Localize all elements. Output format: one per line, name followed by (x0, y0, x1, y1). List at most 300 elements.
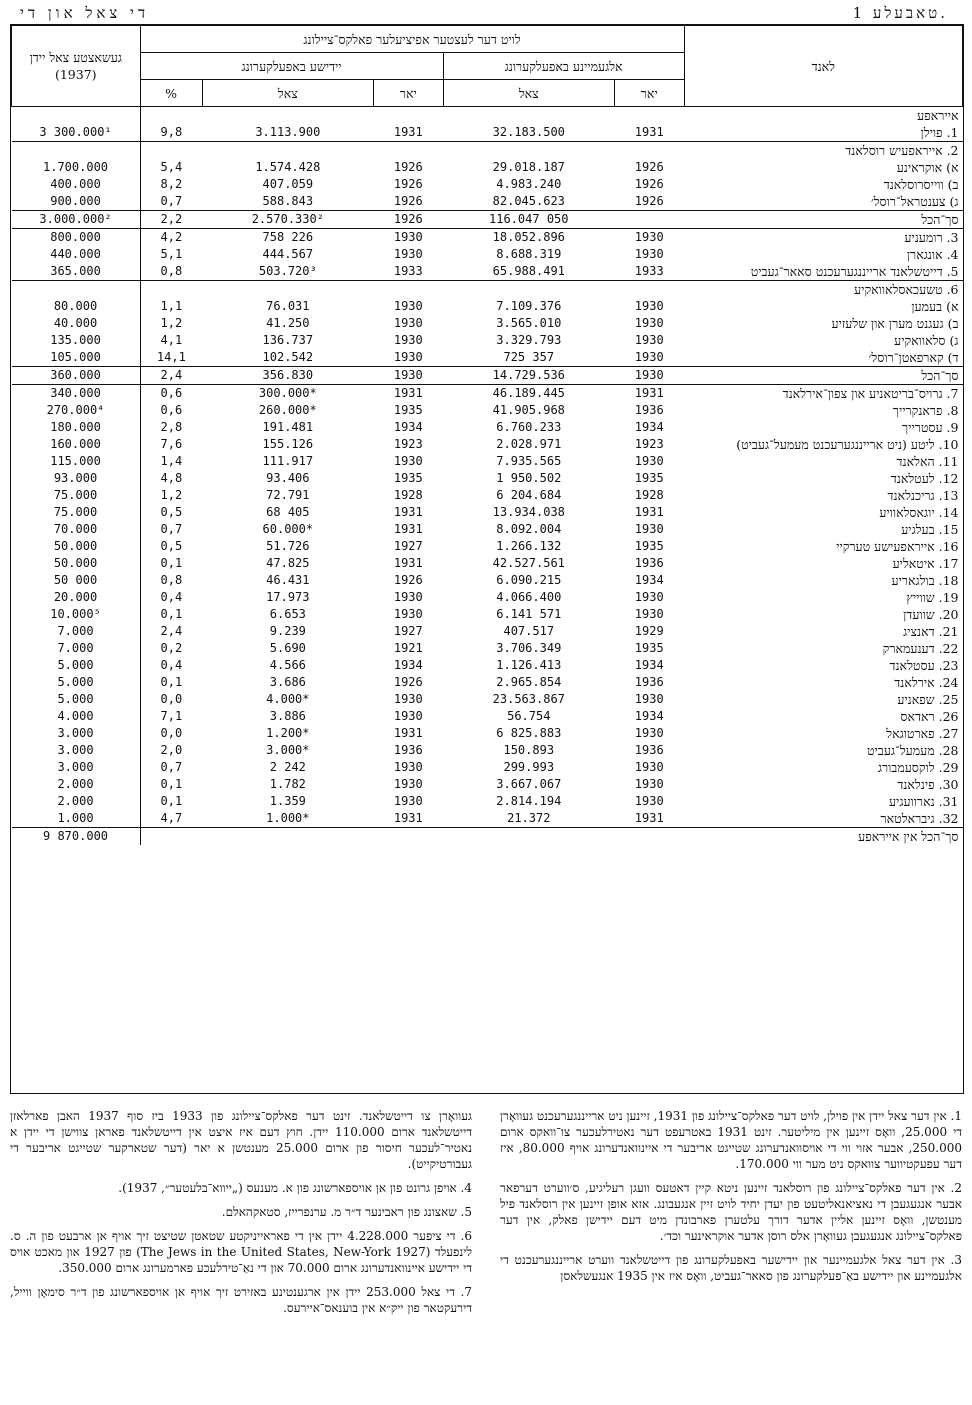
country-cell: 31. נארוועגיע (888, 794, 959, 809)
jewish-year-cell: 1926 (393, 194, 423, 208)
jewish-count-cell: 68 405 (266, 505, 310, 519)
jewish-count-cell: 136.737 (262, 333, 314, 347)
footnote: 3. אין דער צאל אלגעמיינער און יידישער באפעלקערונג פון דייטשלאנד ווערט ארייננגערעכנט די אלגעמיינע און יידישע באַ־פעלקערונג פון סאאר־געביט, וואָס איז אין 1935 אנגעשלאסן (500, 1253, 962, 1283)
jewish-count-cell: 102.542 (262, 350, 314, 364)
general-year-cell: 1930 (634, 454, 664, 468)
jewish-count-cell: 76.031 (266, 299, 310, 313)
general-year-cell: 1930 (634, 522, 664, 536)
percent-cell: 0,7 (160, 522, 183, 536)
table-row (12, 521, 963, 538)
jewish-count-cell: 503.720³ (258, 264, 317, 278)
general-count-cell: 7.935.565 (496, 454, 562, 468)
population-table (10, 24, 964, 1094)
country-cell: אייראפע (684, 107, 962, 125)
general-count-cell: 4.983.240 (496, 177, 562, 191)
general-count-cell: 41.905.968 (492, 403, 565, 417)
estimate-cell: 80.000 (12, 298, 141, 315)
jewish-year-cell: 1933 (393, 264, 423, 278)
percent-cell (140, 281, 202, 299)
jewish-count-cell: 2.570.330² (202, 211, 373, 229)
general-count-cell: 2.965.854 (496, 675, 562, 689)
jewish-year-cell: 1926 (393, 160, 423, 174)
general-count-cell: 116.047 050 (443, 211, 614, 229)
table-row (12, 589, 963, 606)
general-count-cell: 6.090.215 (496, 573, 562, 587)
general-count-cell (443, 828, 614, 846)
estimate-cell: 3.000 (12, 759, 141, 776)
estimate-cell: 50.000 (12, 555, 141, 572)
country-cell: 2. אייראפעיש רוסלאנד (684, 142, 962, 160)
general-count-cell: 14.729.536 (443, 367, 614, 385)
jewish-population-header: יידישע באפעלקערונג (140, 53, 443, 80)
percent-cell: 8,2 (160, 177, 183, 191)
general-year-header: יאר (614, 80, 684, 107)
percent-cell: 0,4 (160, 590, 183, 604)
general-year-cell: 1934 (634, 420, 664, 434)
jewish-count-cell: 1.574.428 (255, 160, 321, 174)
jewish-year-cell: 1930 (393, 760, 423, 774)
table-row (12, 572, 963, 589)
jewish-year-cell: 1926 (393, 177, 423, 191)
general-year-cell (614, 828, 684, 846)
general-year-cell: 1935 (634, 471, 664, 485)
percent-cell: 0,7 (160, 760, 183, 774)
percent-cell: 2,0 (160, 743, 183, 757)
jewish-year-cell: 1930 (393, 709, 423, 723)
jewish-year-cell (374, 281, 444, 299)
percent-cell: 1,2 (160, 316, 183, 330)
percent-cell: 5,4 (160, 160, 183, 174)
jewish-year-cell: 1930 (393, 794, 423, 808)
table-row (12, 674, 963, 691)
estimate-cell: 20.000 (12, 589, 141, 606)
general-count-cell: 6 825.883 (496, 726, 562, 740)
jewish-year-cell: 1928 (393, 488, 423, 502)
estimate-cell: 270.000⁴ (12, 402, 141, 419)
general-count-cell: 18.052.896 (443, 229, 614, 247)
country-cell: ד) קארפאטן־רוסל׳ (868, 350, 959, 365)
jewish-count-cell: 72.791 (266, 488, 310, 502)
general-year-cell: 1930 (634, 299, 664, 313)
estimate-cell: 10.000⁵ (12, 606, 141, 623)
jewish-count-cell: 356.830 (202, 367, 373, 385)
table-row (12, 640, 963, 657)
jewish-count-cell (202, 828, 373, 846)
general-count-cell: 1.266.132 (496, 539, 562, 553)
table-row (12, 742, 963, 759)
country-cell: 4. אונגארן (906, 247, 959, 262)
jewish-year-cell: 1926 (374, 211, 444, 229)
table-row (12, 453, 963, 470)
general-year-cell: 1934 (634, 658, 664, 672)
general-year-cell (614, 281, 684, 299)
jewish-count-cell: 5.690 (269, 641, 306, 655)
estimate-cell (12, 281, 141, 299)
estimate-cell: 75.000 (12, 487, 141, 504)
jewish-year-cell: 1931 (393, 556, 423, 570)
jewish-count-cell: 60.000* (262, 522, 314, 536)
country-cell: 27. פארטוגאל (886, 726, 959, 741)
country-cell: 10. ליטע (ניט ארייננגערעכנט מעמעל־געביט) (736, 437, 959, 452)
general-count-cell: 8.092.004 (496, 522, 562, 536)
jewish-year-cell: 1927 (393, 539, 423, 553)
estimate-cell: 105.000 (12, 349, 141, 367)
country-cell: 30. פינלאנד (897, 777, 959, 792)
country-cell: 21. דאנציג (903, 624, 959, 639)
estimate-cell: 135.000 (12, 332, 141, 349)
general-count-cell: 2.028.971 (496, 437, 562, 451)
table-row (12, 725, 963, 742)
general-year-cell: 1930 (634, 692, 664, 706)
percent-cell: 0,0 (160, 726, 183, 740)
percent-cell: 0,4 (160, 658, 183, 672)
estimate-cell: 1.700.000 (12, 159, 141, 176)
percent-cell: 0,8 (160, 264, 183, 278)
general-year-cell: 1931 (634, 125, 664, 139)
table-row (12, 419, 963, 436)
jewish-count-cell: 3.113.900 (255, 125, 321, 139)
jewish-count-cell (202, 281, 373, 299)
general-year-cell: 1936 (634, 675, 664, 689)
table-row (12, 470, 963, 487)
footnote: 4. אויפן גרונט פון אן אויספארשונג פון א. מענעס („ייווא־בלעטער״, 1937). (118, 1181, 472, 1195)
general-year-cell: 1930 (634, 316, 664, 330)
jewish-count-cell (202, 142, 373, 160)
estimate-cell: 3.000 (12, 725, 141, 742)
estimate-cell: 180.000 (12, 419, 141, 436)
country-cell: סך־הכל (684, 367, 962, 385)
table-row (12, 176, 963, 193)
country-cell: ב) ווייסרוסלאנד (883, 177, 959, 192)
country-cell: 12. לעטלאנד (890, 471, 959, 486)
country-cell: 7. גרויס־בריטאניע און צפון־אירלאנד (684, 385, 962, 403)
census-group-header: לויט דער לעצטער אפיציעלער פאלקס־ציילונג (140, 26, 684, 53)
jewish-count-cell: 2 242 (269, 760, 306, 774)
country-header: לאנד (684, 26, 962, 107)
general-count-header: צאל (443, 80, 614, 107)
jewish-count-cell: 588.843 (262, 194, 314, 208)
general-year-cell (614, 211, 684, 229)
country-cell: 9. עסטרייך (902, 420, 959, 435)
estimate-cell: 365.000 (12, 263, 141, 281)
country-cell: 23. עסטלאנד (889, 658, 959, 673)
percent-cell: 0,1 (160, 675, 183, 689)
general-count-cell: 6.760.233 (496, 420, 562, 434)
jewish-count-cell: 444.567 (262, 247, 314, 261)
country-cell: 15. בעלגיע (901, 522, 959, 537)
percent-cell: 2,4 (160, 624, 183, 638)
general-year-cell (614, 142, 684, 160)
estimate-cell: 4.000 (12, 708, 141, 725)
general-year-cell: 1931 (634, 811, 664, 825)
percent-cell: 0,1 (160, 794, 183, 808)
percent-cell: 4,7 (160, 811, 183, 825)
jewish-count-cell: 407.059 (262, 177, 314, 191)
footnote: 6. די ציפער 4.228.000 יידן אין די פאראייניקטע שטאטן שטיצט זיך אויף אן ארבעט פון ה. ס. לינפעלד (The Jews in the United States, New-York 1927) פון 1927 און מאכט אויס די יידישע איינוואנדערונג ארום 70.000 און די נאַ־טירלעכע פארמערונג ארום 350.000. (10, 1229, 473, 1275)
table-row (12, 828, 963, 846)
estimate-cell: 7.000 (12, 640, 141, 657)
estimate-cell: 3.000.000² (12, 211, 141, 229)
country-cell: ב) געגנט מערן און שלעזיע (831, 316, 959, 331)
general-year-cell: 1934 (634, 573, 664, 587)
jewish-count-header: צאל (202, 80, 373, 107)
general-year-cell: 1936 (634, 403, 664, 417)
general-count-cell: 7.109.376 (496, 299, 562, 313)
estimate-cell: 2.000 (12, 793, 141, 810)
jewish-count-cell (202, 107, 373, 125)
general-count-cell: 2.814.194 (496, 794, 562, 808)
general-count-cell: 65.988.491 (492, 264, 565, 278)
percent-cell: 1,1 (160, 299, 183, 313)
general-count-cell: 32.183.500 (492, 125, 565, 139)
estimate-cell: 160.000 (12, 436, 141, 453)
jewish-year-cell: 1931 (374, 385, 444, 403)
country-cell: 32. גיבראלטאר (880, 811, 959, 826)
table-row (12, 487, 963, 504)
table-row (12, 281, 963, 299)
percent-cell: 0,1 (160, 556, 183, 570)
jewish-year-cell: 1923 (393, 437, 423, 451)
jewish-year-cell (374, 142, 444, 160)
jewish-count-cell: 300.000* (202, 385, 373, 403)
country-cell: 6. טשעכאסלאוואקיע (684, 281, 962, 299)
jewish-year-cell: 1926 (393, 675, 423, 689)
jewish-year-cell: 1927 (393, 624, 423, 638)
jewish-count-cell: 51.726 (266, 539, 310, 553)
jewish-count-cell: 3.000* (266, 743, 310, 757)
country-cell: ג) צענטראל־רוסל׳ (870, 194, 959, 209)
general-year-cell: 1928 (634, 488, 664, 502)
general-year-cell: 1923 (634, 437, 664, 451)
percent-cell (140, 142, 202, 160)
footnotes-left-column (10, 1108, 472, 1324)
country-cell: 8. פראנקרייך (892, 403, 959, 418)
table-row (12, 402, 963, 419)
footnotes-right-column (500, 1108, 962, 1292)
general-count-cell: 3.667.067 (496, 777, 562, 791)
general-year-cell: 1926 (634, 194, 664, 208)
estimate-cell: 70.000 (12, 521, 141, 538)
jewish-year-cell: 1930 (393, 590, 423, 604)
percent-cell: 7,6 (160, 437, 183, 451)
footnote: 5. שאצונג פון ראבינער ד״ר מ. ערנפרייז, סטאקהאלם. (221, 1205, 472, 1219)
general-count-cell: 21.372 (507, 811, 551, 825)
general-count-cell (443, 142, 614, 160)
jewish-year-cell: 1930 (393, 692, 423, 706)
table-row (12, 657, 963, 674)
general-year-cell: 1930 (634, 726, 664, 740)
country-cell: 26. ראדאס (900, 709, 959, 724)
country-cell: 19. שווייץ (906, 590, 959, 605)
percent-cell: 1,4 (160, 454, 183, 468)
jewish-count-cell: 9.239 (269, 624, 306, 638)
percent-cell: 4,2 (140, 229, 202, 247)
estimate-cell: 340.000 (12, 385, 141, 403)
running-head: די צאל און די (20, 4, 150, 22)
jewish-year-cell: 1935 (393, 403, 423, 417)
country-cell: 17. איטאליע (892, 556, 959, 571)
estimate-header: געשאצטע צאל יידן (1937) (12, 26, 141, 107)
jewish-count-cell: 191.481 (262, 420, 314, 434)
table-row (12, 793, 963, 810)
jewish-year-cell (374, 107, 444, 125)
table-row (12, 107, 963, 125)
percent-cell: 0,5 (160, 505, 183, 519)
country-cell: 5. דייטשלאנד ארייננגערעכנט סאאר־געביט (750, 264, 959, 279)
country-cell: 29. לוקסעמבורג (877, 760, 959, 775)
country-cell: 14. יוגאסלאוויע (879, 505, 959, 520)
general-year-cell: 1933 (634, 264, 664, 278)
jewish-count-cell: 46.431 (266, 573, 310, 587)
estimate-cell: 50.000 (12, 538, 141, 555)
footnotes (10, 1108, 962, 1398)
estimate-cell: 900.000 (12, 193, 141, 211)
jewish-year-cell: 1931 (393, 726, 423, 740)
estimate-cell: 9 870.000 (12, 828, 141, 846)
table-row (12, 159, 963, 176)
general-count-cell: 4.066.400 (496, 590, 562, 604)
country-cell: 24. אירלאנד (894, 675, 959, 690)
percent-header: % (140, 80, 202, 107)
table-row (12, 367, 963, 385)
table-row (12, 538, 963, 555)
estimate-cell: 5.000 (12, 657, 141, 674)
jewish-year-cell: 1934 (393, 420, 423, 434)
jewish-year-cell: 1930 (393, 350, 423, 364)
general-year-cell: 1930 (634, 760, 664, 774)
general-year-cell: 1930 (634, 794, 664, 808)
table-row (12, 504, 963, 521)
estimate-cell: 5.000 (12, 674, 141, 691)
percent-cell (140, 107, 202, 125)
percent-cell: 4,1 (160, 333, 183, 347)
jewish-count-cell: 3.686 (269, 675, 306, 689)
general-count-cell: 29.018.187 (492, 160, 565, 174)
jewish-year-cell: 1936 (393, 743, 423, 757)
table-row (12, 124, 963, 142)
general-year-cell: 1931 (634, 505, 664, 519)
estimate-cell: 75.000 (12, 504, 141, 521)
jewish-count-cell: 3.886 (269, 709, 306, 723)
percent-cell: 1,2 (160, 488, 183, 502)
general-count-cell (443, 281, 614, 299)
general-population-header: אלגעמיינע באפעלקערונג (443, 53, 684, 80)
general-count-cell: 150.893 (503, 743, 555, 757)
country-cell: 18. בולגאריע (891, 573, 959, 588)
table-row (12, 349, 963, 367)
jewish-count-cell: 758 226 (202, 229, 373, 247)
footnote: געוואָרן צו דייטשלאנד. זינט דער פאלקס־ציילונג פון 1933 ביז סוף 1937 האבן פארלאזן דייטשלאנד ארום 110.000 יידן. חוץ דעם איז איצט אין דייטשלאנד פאראן צווישן די יידן א נאטיר־לעכער חיסור פון ארום 25.000 מענטשן א יאר (דער שטארקער שטייגט אריבער די געבורטיקייט). (10, 1109, 472, 1171)
country-cell: 1. פוילן (920, 125, 959, 140)
percent-cell: 0,0 (160, 692, 183, 706)
general-year-cell: 1926 (634, 177, 664, 191)
table-head (12, 26, 963, 107)
jewish-year-cell: 1930 (374, 367, 444, 385)
percent-cell: 0,1 (160, 777, 183, 791)
page-header (0, 4, 972, 26)
jewish-year-cell: 1930 (393, 299, 423, 313)
estimate-cell: 400.000 (12, 176, 141, 193)
estimate-cell: 360.000 (12, 367, 141, 385)
general-year-cell: 1930 (614, 229, 684, 247)
general-year-cell: 1926 (634, 160, 664, 174)
general-count-cell: 1.126.413 (496, 658, 562, 672)
general-count-cell: 42.527.561 (492, 556, 565, 570)
data-table (11, 25, 963, 845)
table-row (12, 142, 963, 160)
table-row (12, 708, 963, 725)
country-cell: סך־הכל (684, 211, 962, 229)
percent-cell: 5,1 (160, 247, 183, 261)
jewish-count-cell: 93.406 (266, 471, 310, 485)
table-row (12, 810, 963, 828)
general-count-cell: 299.993 (503, 760, 555, 774)
table-row (12, 385, 963, 403)
jewish-count-cell: 260.000* (258, 403, 317, 417)
jewish-year-cell: 1926 (393, 573, 423, 587)
table-row (12, 298, 963, 315)
general-year-cell: 1931 (614, 385, 684, 403)
percent-cell: 0,6 (160, 403, 183, 417)
country-cell: א) בעמען (911, 299, 959, 314)
table-row (12, 759, 963, 776)
percent-cell: 4,8 (160, 471, 183, 485)
jewish-count-cell: 1.200* (266, 726, 310, 740)
percent-cell (140, 828, 202, 846)
general-count-cell: 407.517 (503, 624, 555, 638)
jewish-year-cell: 1935 (393, 471, 423, 485)
general-count-cell (443, 107, 614, 125)
jewish-count-cell: 47.825 (266, 556, 310, 570)
estimate-cell: 2.000 (12, 776, 141, 793)
country-cell: ג) סלאוואקיע (894, 333, 959, 348)
percent-cell: 0,5 (160, 539, 183, 553)
table-row (12, 211, 963, 229)
table-row (12, 332, 963, 349)
table-row (12, 229, 963, 247)
jewish-year-cell: 1934 (393, 658, 423, 672)
estimate-cell: 1.000 (12, 810, 141, 828)
jewish-year-cell: 1930 (393, 316, 423, 330)
table-number: טאבעלע 1. (852, 4, 948, 22)
general-year-cell: 1930 (634, 607, 664, 621)
country-cell: 22. דענעמארק (882, 641, 959, 656)
percent-cell: 0,2 (160, 641, 183, 655)
general-count-cell: 82.045.623 (492, 194, 565, 208)
table-row (12, 691, 963, 708)
jewish-year-cell: 1930 (393, 607, 423, 621)
general-year-cell: 1936 (634, 556, 664, 570)
country-cell: 16. אייראפעישע טערקיי (836, 539, 959, 554)
jewish-year-cell: 1931 (393, 522, 423, 536)
general-count-cell: 46.189.445 (443, 385, 614, 403)
table-row (12, 246, 963, 263)
jewish-count-cell: 1.359 (269, 794, 306, 808)
table-body (12, 107, 963, 846)
percent-cell: 0,7 (160, 194, 183, 208)
general-count-cell: 725 357 (503, 350, 555, 364)
estimate-cell (12, 107, 141, 125)
footnote: 1. אין דער צאל יידן אין פוילן, לויט דער פאלקס־ציילונג פון 1931, זיינען ניט ארייננגערעכנט געוואָרן די 25.000, וואָס זיינען אין מיליטער. זינט 1931 באטרעפט דער נאטירלעכער צו־וואקס ארום 250.000, אבער אזוי ווי די אויסוואנדערונג שטייגט אריבער די איינוואנדערונג אויף 80.000, איז דער עפעקטיווער צוואקס ניט מער ווי 170.000. (500, 1109, 963, 1171)
estimate-cell: 3.000 (12, 742, 141, 759)
general-year-cell: 1935 (634, 641, 664, 655)
jewish-count-cell: 6.653 (269, 607, 306, 621)
table-row (12, 555, 963, 572)
country-cell: 20. שוועדן (903, 607, 959, 622)
jewish-count-cell: 4.566 (269, 658, 306, 672)
general-year-cell: 1930 (634, 333, 664, 347)
jewish-year-cell: 1930 (374, 229, 444, 247)
